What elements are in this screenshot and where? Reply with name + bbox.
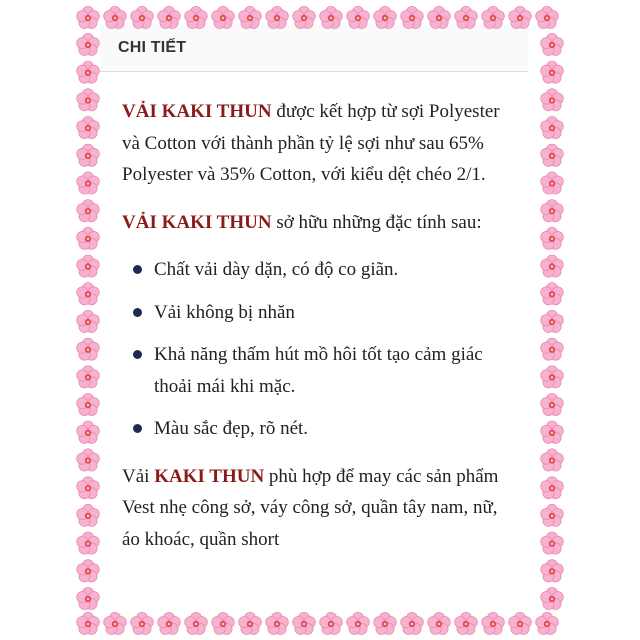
pink-flower-icon [536,6,559,28]
pink-flower-icon [77,612,100,634]
pink-flower-icon [536,612,559,634]
list-item [122,297,514,329]
bullet-icon [133,424,142,433]
pink-flower-icon [541,117,564,139]
pink-flower-icon [77,532,100,554]
pink-flower-icon [77,338,100,360]
bullet-icon [133,350,142,359]
product-name-highlight: VẢI KAKI THUN [122,211,272,233]
description-content [100,72,514,555]
header-title: CHI TIẾT [118,38,187,56]
feature-list [122,254,514,445]
detail-card [100,24,528,640]
bullet-icon [133,265,142,274]
pink-flower-icon [541,61,564,83]
pink-flower-icon [541,89,564,111]
pink-flower-icon [77,560,100,582]
features-intro-text: sở hữu những đặc tính sau: [271,211,482,233]
pink-flower-icon [77,504,100,526]
pink-flower-icon [541,587,564,609]
product-name-highlight: KAKI THUN [154,465,265,487]
pink-flower-icon [77,144,100,166]
pink-flower-icon [541,449,564,471]
feature-text: Màu sắc đẹp, rõ nét. [154,418,309,439]
feature-text: Chất vải dày dặn, có độ co giãn. [154,259,399,280]
feature-text: Khả năng thấm hút mồ hôi tốt tạo cảm giác thoải mái khi mặc. [154,344,483,397]
pink-flower-icon [541,255,564,277]
pink-flower-icon [77,255,100,277]
pink-flower-icon [541,394,564,416]
pink-flower-icon [541,532,564,554]
pink-flower-icon [77,200,100,222]
pink-flower-icon [77,587,100,609]
list-item [122,339,514,402]
pink-flower-icon [77,89,100,111]
pink-flower-icon [541,560,564,582]
pink-flower-icon [77,172,100,194]
pink-flower-icon [541,504,564,526]
pink-flower-icon [77,33,100,55]
pink-flower-icon [541,33,564,55]
feature-text: Vải không bị nhăn [154,301,295,323]
pink-flower-icon [77,449,100,471]
pink-flower-icon [541,283,564,305]
pink-flower-icon [541,338,564,360]
intro-text: được kết hợp từ sợi Polyester và Cotton với thành phần tỷ lệ sợi như sau 65% Polyester và 35% Cotton, với kiểu dệt chéo 2/1. [122,101,500,185]
features-intro-paragraph [122,207,514,239]
pink-flower-icon [77,6,100,28]
list-item [122,413,514,445]
pink-flower-icon [77,117,100,139]
pink-flower-icon [541,144,564,166]
closing-text: phù hợp để may các sản phẩm Vest nhẹ công sở, váy công sở, quần tây nam, nữ, áo khoác, quần short [122,465,499,550]
intro-paragraph [122,96,514,191]
pink-flower-icon [77,61,100,83]
pink-flower-icon [541,421,564,443]
detail-header [100,24,528,72]
bullet-icon [133,308,142,317]
pink-flower-icon [541,200,564,222]
pink-flower-icon [77,366,100,388]
pink-flower-icon [77,477,100,499]
pink-flower-icon [77,394,100,416]
product-name-highlight: VẢI KAKI THUN [122,101,272,122]
pink-flower-icon [77,227,100,249]
list-item [122,254,514,286]
pink-flower-icon [77,283,100,305]
pink-flower-icon [541,477,564,499]
pink-flower-icon [77,421,100,443]
pink-flower-icon [541,227,564,249]
pink-flower-icon [541,310,564,332]
closing-paragraph [122,461,514,556]
pink-flower-icon [77,310,100,332]
closing-prefix: Vải [122,465,155,487]
pink-flower-icon [541,172,564,194]
pink-flower-icon [541,366,564,388]
